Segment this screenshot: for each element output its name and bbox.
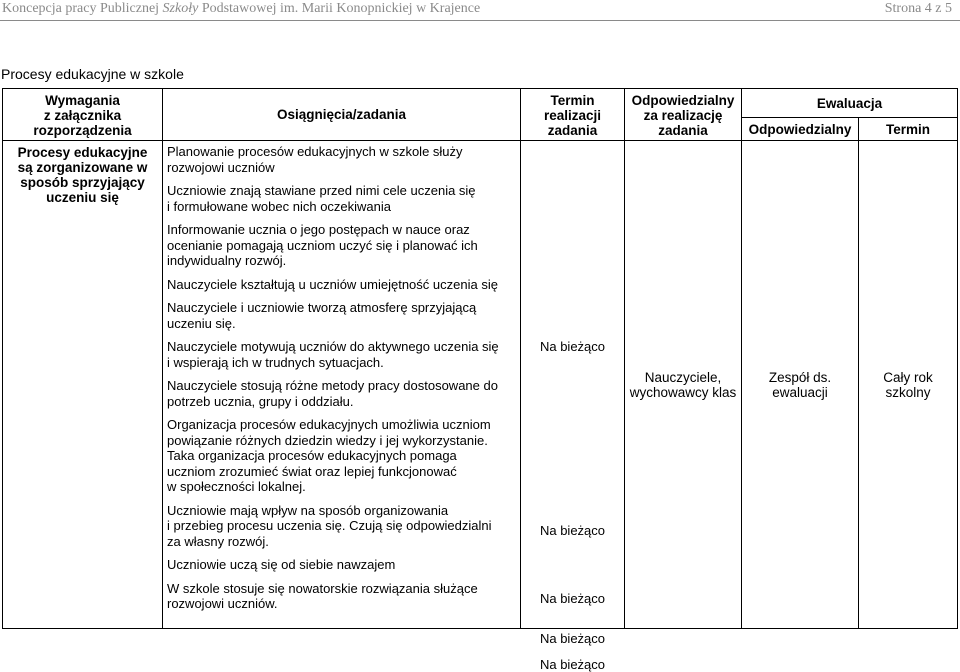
header-osiagniecia: Osiągnięcia/zadania (163, 89, 521, 141)
category-cell: Procesy edukacyjne są zorganizowane w sposób sprzyjający uczeniu się (3, 141, 163, 629)
document-title: Koncepcja pracy Publicznej Szkoły Podstawowej im. Marii Konopnickiej w Krajence (2, 1, 481, 16)
header-divider (0, 20, 960, 21)
termin-value: Na bieżąco (539, 631, 606, 646)
task-item: Planowanie procesów edukacyjnych w szkole służy rozwojowi uczniów (167, 144, 463, 175)
tasks-cell (163, 141, 521, 629)
termin-value: Na bieżąco (539, 657, 606, 672)
header-wymagania: Wymagania z załącznika rozporządzenia (3, 89, 163, 141)
task-item: Uczniowie znają stawiane przed nimi cele uczenia się i formułowane wobec nich oczekiwania (167, 183, 476, 214)
header-termin: Termin realizacji zadania (521, 89, 625, 141)
header-odpowiedzialny: Odpowiedzialny za realizację zadania (625, 89, 742, 141)
ewaluacja-odpowiedzialny-cell: Zespół ds. ewaluacji (742, 141, 859, 629)
task-item: W szkole stosuje się nowatorskie rozwiązania służące rozwojowi uczniów. (167, 580, 478, 611)
requirements-table (2, 88, 958, 672)
header-ewaluacja-termin: Termin (859, 118, 958, 141)
task-item: Uczniowie mają wpływ na sposób organizowania i przebieg procesu uczenia się. Czują się odpowiedzialni za własny rozwój. (167, 502, 492, 549)
termin-value: Na bieżąco (539, 591, 606, 606)
task-item: Nauczyciele stosują różne metody pracy dostosowane do potrzeb ucznia, grupy i oddziału. (167, 378, 498, 409)
task-item: Informowanie ucznia o jego postępach w nauce oraz ocenianie pomagają uczniom uczyć się i planować ich indywidualny rozwój. (167, 222, 478, 268)
termin-value: Na bieżąco (539, 523, 606, 538)
section-title: Procesy edukacyjne w szkole (1, 66, 184, 82)
task-item: Nauczyciele kształtują u uczniów umiejętność uczenia się (167, 276, 498, 292)
termin-value: Na bieżąco (539, 339, 606, 354)
task-item: Nauczyciele motywują uczniów do aktywnego uczenia się i wspierają ich w trudnych sytuacjach. (167, 339, 499, 370)
odpowiedzialny-cell: Nauczyciele, wychowawcy klas (625, 141, 742, 629)
header-ewaluacja: Ewaluacja (742, 89, 958, 118)
header-ewaluacja-odpowiedzialny: Odpowiedzialny (742, 118, 859, 141)
task-item: Uczniowie uczą się od siebie nawzajem (167, 557, 396, 572)
page-header (0, 0, 960, 18)
ewaluacja-termin-cell: Cały rok szkolny (859, 141, 958, 629)
task-item: Organizacja procesów edukacyjnych umożliwia uczniom powiązanie różnych dziedzin wiedzy i jej wykorzystanie. Taka organizacja procesów edukacyjnych pomaga uczniom zrozumieć świat oraz lepiej funkcjonować w społeczności lokalnej. (167, 417, 491, 494)
termin-cell (521, 141, 625, 672)
page-number: Strona 4 z 5 (884, 1, 952, 16)
task-item: Nauczyciele i uczniowie tworzą atmosferę sprzyjającą uczeniu się. (167, 300, 477, 331)
